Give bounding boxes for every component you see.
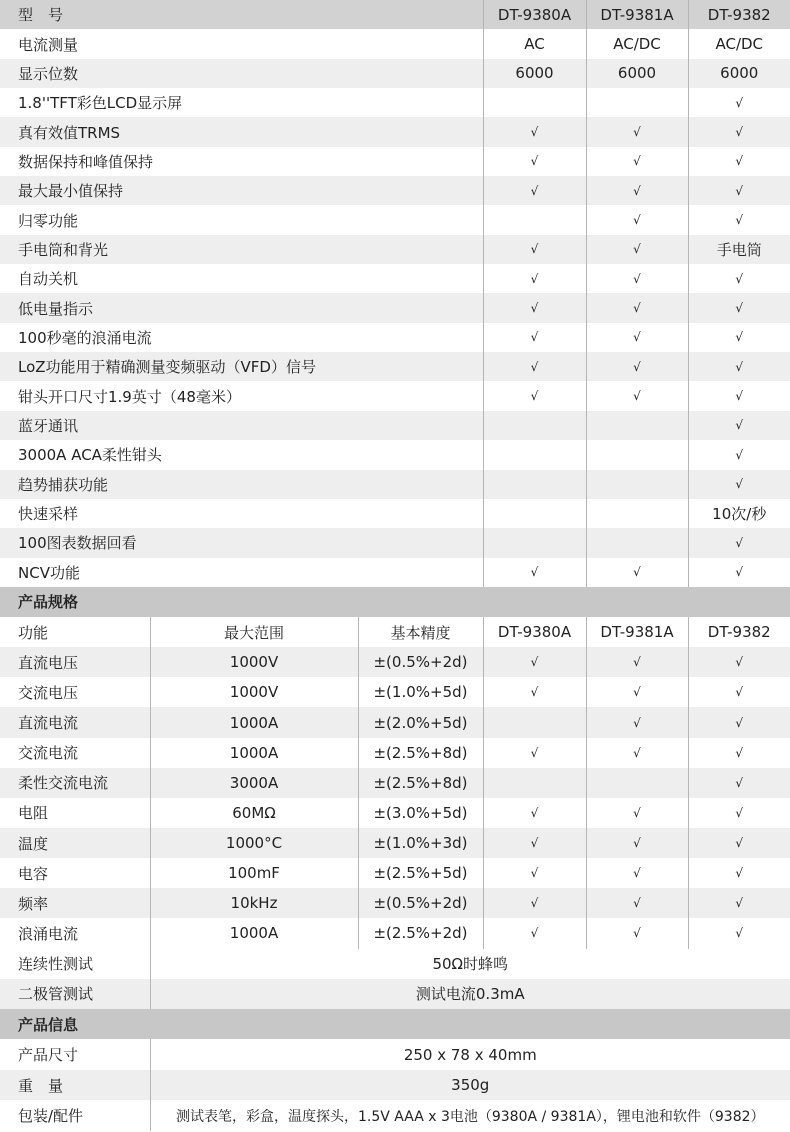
check-mark: √ — [586, 235, 688, 264]
feature-row — [0, 264, 790, 293]
info-label: 重 量 — [0, 1070, 150, 1101]
feature-value: AC/DC — [586, 29, 688, 58]
feature-value — [483, 88, 586, 117]
check-mark: √ — [483, 264, 586, 293]
feature-value: AC/DC — [688, 29, 790, 58]
info-section-title: 产品信息 — [0, 1009, 790, 1040]
spec-section-header — [0, 587, 790, 617]
model-header-label: 型 号 — [0, 0, 483, 29]
feature-name: 低电量指示 — [0, 293, 483, 322]
check-mark: √ — [688, 707, 790, 737]
model-name: DT-9382 — [688, 0, 790, 29]
feature-name: 蓝牙通讯 — [0, 411, 483, 440]
check-mark: √ — [586, 558, 688, 587]
spec-function: 电容 — [18, 864, 49, 883]
spec-function: 电阻 — [18, 804, 49, 823]
feature-value — [483, 499, 586, 528]
check-mark: √ — [483, 352, 586, 381]
check-mark: √ — [483, 381, 586, 410]
feature-value — [586, 411, 688, 440]
spec-accuracy: ±(2.5%+2d) — [358, 918, 483, 948]
spec-row — [0, 798, 790, 828]
info-section-header — [0, 1009, 790, 1040]
check-mark: √ — [483, 235, 586, 264]
feature-name: 归零功能 — [18, 211, 79, 230]
feature-value: 10次/秒 — [688, 499, 790, 528]
diode-label: 二极管测试 — [0, 979, 150, 1009]
feature-name: 最大最小值保持 — [0, 176, 483, 205]
check-mark: √ — [483, 117, 586, 146]
feature-row — [0, 323, 790, 352]
check-mark: √ — [688, 918, 790, 948]
check-mark: √ — [688, 440, 790, 469]
feature-row — [0, 499, 790, 528]
check-mark: √ — [688, 147, 790, 176]
check-mark: √ — [586, 176, 688, 205]
feature-row — [0, 88, 790, 117]
spec-value — [483, 707, 586, 737]
check-mark: √ — [688, 858, 790, 888]
feature-row — [0, 528, 790, 557]
info-value: 测试表笔，彩盒，温度探头，1.5V AAA x 3电池（9380A / 9381A），锂电池和软件（9382） — [150, 1100, 790, 1131]
spec-accuracy: ±(1.0%+3d) — [358, 828, 483, 858]
check-mark: √ — [688, 205, 790, 234]
check-mark: √ — [688, 117, 790, 146]
check-mark: √ — [586, 858, 688, 888]
spec-accuracy: ±(2.5%+8d) — [358, 738, 483, 768]
check-mark: √ — [483, 147, 586, 176]
spec-accuracy: ±(2.5%+8d) — [358, 768, 483, 798]
check-mark: √ — [483, 176, 586, 205]
spec-function: 直流电流 — [0, 707, 150, 737]
feature-name: 100秒毫的浪涌电流 — [18, 328, 152, 347]
feature-name: 钳头开口尺寸1.9英寸（48毫米） — [18, 387, 241, 406]
feature-value: 6000 — [688, 59, 790, 88]
check-mark: √ — [688, 738, 790, 768]
spec-column-header: DT-9382 — [688, 617, 790, 647]
spec-column-header: 基本精度 — [358, 617, 483, 647]
spec-function: 频率 — [0, 888, 150, 918]
check-mark: √ — [688, 411, 790, 440]
spec-accuracy: ±(1.0%+5d) — [358, 677, 483, 707]
feature-row — [0, 411, 790, 440]
check-mark: √ — [586, 707, 688, 737]
model-header-row — [0, 0, 790, 29]
check-mark: √ — [688, 293, 790, 322]
check-mark: √ — [586, 264, 688, 293]
spec-column-header-row — [0, 617, 790, 647]
feature-value — [483, 205, 586, 234]
feature-value: 6000 — [586, 59, 688, 88]
spec-range: 1000A — [150, 738, 358, 768]
feature-name: 真有效值TRMS — [0, 117, 483, 146]
feature-name: 自动关机 — [18, 270, 79, 289]
spec-range: 3000A — [150, 768, 358, 798]
feature-name: 1.8''TFT彩色LCD显示屏 — [18, 94, 183, 113]
spec-row — [0, 707, 790, 737]
spec-accuracy: ±(0.5%+2d) — [358, 888, 483, 918]
spec-row — [0, 858, 790, 888]
check-mark: √ — [688, 352, 790, 381]
spec-function: 交流电流 — [18, 744, 79, 763]
check-mark: √ — [586, 798, 688, 828]
feature-row — [0, 381, 790, 410]
spec-function: 直流电压 — [0, 647, 150, 677]
spec-section-title: 产品规格 — [0, 587, 790, 617]
product-info-table — [0, 1009, 790, 1131]
feature-value — [483, 470, 586, 499]
spec-function: 交流电压 — [18, 683, 79, 702]
feature-name: NCV功能 — [18, 563, 80, 582]
check-mark: √ — [688, 176, 790, 205]
spec-range: 1000A — [150, 918, 358, 948]
feature-name: 趋势捕获功能 — [0, 470, 483, 499]
check-mark: √ — [688, 798, 790, 828]
spec-column-header: 最大范围 — [150, 617, 358, 647]
check-mark: √ — [483, 738, 586, 768]
check-mark: √ — [483, 858, 586, 888]
check-mark: √ — [688, 528, 790, 557]
feature-row — [0, 176, 790, 205]
check-mark: √ — [586, 117, 688, 146]
check-mark: √ — [483, 828, 586, 858]
feature-name: LoZ功能用于精确测量变频驱动（VFD）信号 — [0, 352, 483, 381]
spec-accuracy: ±(2.5%+5d) — [358, 858, 483, 888]
info-value: 350g — [150, 1070, 790, 1101]
spec-column-header: 功能 — [18, 623, 49, 642]
check-mark: √ — [586, 647, 688, 677]
spec-range: 1000V — [150, 647, 358, 677]
check-mark: √ — [688, 264, 790, 293]
feature-value — [586, 440, 688, 469]
spec-column-header: DT-9380A — [483, 617, 586, 647]
check-mark: √ — [586, 918, 688, 948]
diode-row — [0, 979, 790, 1009]
spec-column-header: DT-9381A — [586, 617, 688, 647]
feature-row — [0, 293, 790, 322]
check-mark: √ — [688, 470, 790, 499]
check-mark: √ — [483, 558, 586, 587]
check-mark: √ — [586, 147, 688, 176]
spec-range: 1000V — [150, 677, 358, 707]
feature-row — [0, 558, 790, 587]
check-mark: √ — [483, 918, 586, 948]
check-mark: √ — [483, 293, 586, 322]
spec-row — [0, 888, 790, 918]
feature-value — [586, 88, 688, 117]
check-mark: √ — [688, 828, 790, 858]
feature-row — [0, 147, 790, 176]
feature-value: AC — [483, 29, 586, 58]
feature-name: 3000A ACA柔性钳头 — [18, 446, 162, 465]
check-mark: √ — [586, 677, 688, 707]
check-mark: √ — [586, 323, 688, 352]
spec-range: 10kHz — [150, 888, 358, 918]
check-mark: √ — [688, 647, 790, 677]
feature-row — [0, 235, 790, 264]
check-mark: √ — [483, 888, 586, 918]
spec-range: 60MΩ — [150, 798, 358, 828]
check-mark: √ — [586, 828, 688, 858]
spec-row — [0, 647, 790, 677]
diode-value: 测试电流0.3mA — [150, 979, 790, 1009]
check-mark: √ — [586, 888, 688, 918]
feature-row — [0, 59, 790, 88]
feature-value: 手电筒 — [688, 235, 790, 264]
check-mark: √ — [688, 888, 790, 918]
info-row — [0, 1039, 790, 1070]
info-label: 包装/配件 — [18, 1107, 84, 1126]
feature-value — [483, 411, 586, 440]
spec-row — [0, 738, 790, 768]
spec-row — [0, 677, 790, 707]
check-mark: √ — [483, 677, 586, 707]
spec-accuracy: ±(0.5%+2d) — [358, 647, 483, 677]
check-mark: √ — [483, 647, 586, 677]
check-mark: √ — [688, 323, 790, 352]
feature-row — [0, 205, 790, 234]
feature-row — [0, 352, 790, 381]
spec-row — [0, 768, 790, 798]
feature-value — [586, 528, 688, 557]
feature-value — [586, 470, 688, 499]
check-mark: √ — [688, 768, 790, 798]
continuity-value: 50Ω时蜂鸣 — [150, 949, 790, 979]
check-mark: √ — [688, 88, 790, 117]
check-mark: √ — [586, 352, 688, 381]
spec-accuracy: ±(2.0%+5d) — [358, 707, 483, 737]
feature-value — [586, 499, 688, 528]
spec-accuracy: ±(3.0%+5d) — [358, 798, 483, 828]
check-mark: √ — [483, 798, 586, 828]
check-mark: √ — [483, 323, 586, 352]
model-name: DT-9381A — [586, 0, 688, 29]
feature-name: 数据保持和峰值保持 — [18, 152, 154, 171]
feature-value — [483, 440, 586, 469]
feature-name: 手电筒和背光 — [0, 235, 483, 264]
model-name: DT-9380A — [483, 0, 586, 29]
check-mark: √ — [688, 381, 790, 410]
spec-range: 1000°C — [150, 828, 358, 858]
feature-row — [0, 29, 790, 58]
spec-function: 温度 — [0, 828, 150, 858]
spec-row — [0, 828, 790, 858]
feature-row — [0, 117, 790, 146]
check-mark: √ — [586, 293, 688, 322]
info-label: 产品尺寸 — [18, 1046, 79, 1065]
feature-row — [0, 470, 790, 499]
spec-value — [483, 768, 586, 798]
continuity-row — [0, 949, 790, 979]
spec-row — [0, 918, 790, 948]
continuity-label: 连续性测试 — [18, 955, 94, 974]
spec-value — [586, 768, 688, 798]
spec-range: 1000A — [150, 707, 358, 737]
feature-row — [0, 440, 790, 469]
feature-name: 显示位数 — [0, 59, 483, 88]
check-mark: √ — [586, 738, 688, 768]
feature-name: 100图表数据回看 — [0, 528, 483, 557]
info-value: 250 x 78 x 40mm — [150, 1039, 790, 1070]
check-mark: √ — [586, 205, 688, 234]
spec-range: 100mF — [150, 858, 358, 888]
info-row — [0, 1070, 790, 1101]
spec-function: 浪涌电流 — [18, 924, 79, 943]
spec-function: 柔性交流电流 — [0, 768, 150, 798]
check-mark: √ — [688, 558, 790, 587]
check-mark: √ — [688, 677, 790, 707]
specification-table — [0, 587, 790, 1009]
feature-name: 快速采样 — [18, 505, 79, 524]
feature-value: 6000 — [483, 59, 586, 88]
feature-value — [483, 528, 586, 557]
info-row — [0, 1100, 790, 1131]
feature-name: 电流测量 — [18, 35, 79, 54]
check-mark: √ — [586, 381, 688, 410]
